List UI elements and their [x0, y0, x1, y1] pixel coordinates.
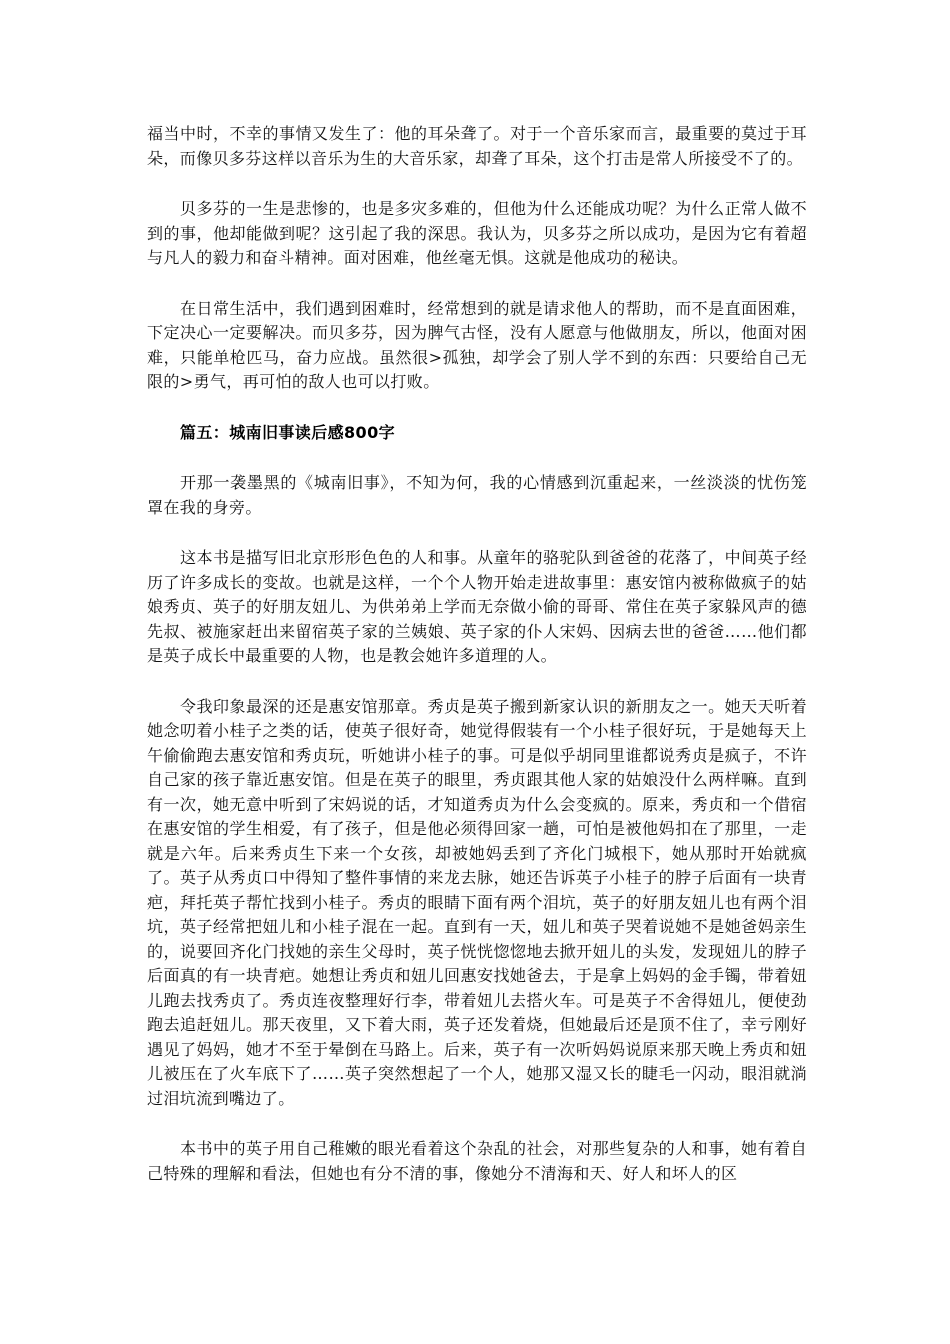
paragraph: 本书中的英子用自己稚嫩的眼光看着这个杂乱的社会，对那些复杂的人和事，她有着自己特殊的理解和看法，但她也有分不清的事，像她分不清海和天、好人和坏人的区 — [147, 1139, 807, 1183]
paragraph: 令我印象最深的还是惠安馆那章。秀贞是英子搬到新家认识的新朋友之一。她天天听着她念叨着小桂子之类的话，使英子很好奇，她觉得假装有一个小桂子很好玩，于是她每天上午偷偷跑去惠安馆和秀贞玩，听她讲小桂子的事。可是似乎胡同里谁都说秀贞是疯子，不许自己家的孩子靠近惠安馆。但是在英子的眼里，秀贞跟其他人家的姑娘没什么两样嘛。直到有一次，她无意中听到了宋妈说的话，才知道秀贞为什么会变疯的。原来，秀贞和一个借宿在惠安馆的学生相爱，有了孩子，但是他必须得回家一趟，可怕是被他妈扣在了那里，一走就是六年。后来秀贞生下来一个女孩，却被她妈丢到了齐化门城根下，她从那时开始就疯了。英子从秀贞口中得知了整件事情的来龙去脉，她还告诉英子小桂子的脖子后面有一块青疤，拜托英子帮忙找到小桂子。秀贞的眼睛下面有两个泪坑，英子的好朋友妞儿也有两个泪坑，英子经常把妞儿和小桂子混在一起。直到有一天，妞儿和英子哭着说她不是她爸妈亲生的，说要回齐化门找她的亲生父母时，英子恍恍惚惚地去掀开妞儿的头发，发现妞儿的脖子后面真的有一块青疤。她想让秀贞和妞儿回惠安找她爸去，于是拿上妈妈的金手镯，带着妞儿跑去找秀贞了。秀贞连夜整理好行李，带着妞儿去搭火车。可是英子不舍得妞儿，便使劲跑去追赶妞儿。那天夜里，又下着大雨，英子还发着烧，但她最后还是顶不住了，幸亏刚好遇见了妈妈，她才不至于晕倒在马路上。后来，英子有一次听妈妈说原来那天晚上秀贞和妞儿被压在了火车底下了……英子突然想起了一个人，她那又湿又长的睫毛一闪动，眼泪就淌过泪坑流到嘴边了。 — [147, 696, 807, 1108]
paragraph: 这本书是描写旧北京形形色色的人和事。从童年的骆驼队到爸爸的花落了，中间英子经历了许多成长的变故。也就是这样，一个个人物开始走进故事里：惠安馆内被称做疯子的姑娘秀贞、英子的好朋友妞儿、为供弟弟上学而无奈做小偷的哥哥、常住在英子家躲风声的德先叔、被施家赶出来留宿英子家的兰姨娘、英子家的仆人宋妈、因病去世的爸爸……他们都是英子成长中最重要的人物，也是教会她许多道理的人。 — [147, 548, 807, 665]
paragraph: 贝多芬的一生是悲惨的，也是多灾多难的，但他为什么还能成功呢？为什么正常人做不到的事，他却能做到呢？这引起了我的深思。我认为，贝多芬之所以成功，是因为它有着超与凡人的毅力和奋斗精神。面对困难，他丝毫无惧。这就是他成功的秘诀。 — [147, 199, 807, 267]
paragraph: 在日常生活中，我们遇到困难时，经常想到的就是请求他人的帮助，而不是直面困难，下定决心一定要解决。而贝多芬，因为脾气古怪，没有人愿意与他做朋友，所以，他面对困难，只能单枪匹马，奋力应战。虽然很>孤独，却学会了别人学不到的东西：只要给自己无限的>勇气，再可怕的敌人也可以打败。 — [147, 298, 807, 391]
paragraph-continued: 福当中时，不幸的事情又发生了：他的耳朵聋了。对于一个音乐家而言，最重要的莫过于耳朵，而像贝多芬这样以音乐为生的大音乐家，却聋了耳朵，这个打击是常人所接受不了的。 — [147, 124, 807, 168]
document-body — [147, 122, 807, 1212]
section-heading: 篇五：城南旧事读后感800字 — [180, 422, 395, 442]
paragraph: 开那一袭墨黑的《城南旧事》，不知为何，我的心情感到沉重起来，一丝淡淡的忧伤笼罩在我的身旁。 — [147, 473, 807, 517]
